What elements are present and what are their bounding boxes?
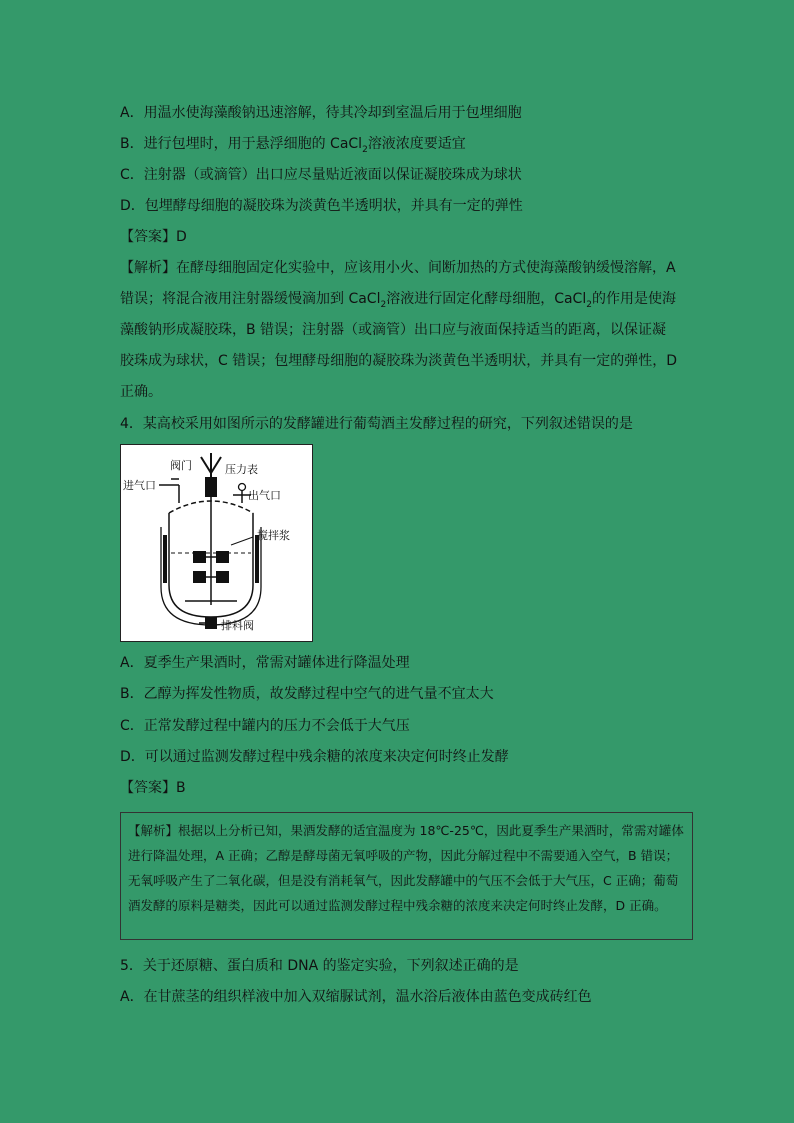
q4-analysis-text: 根据以上分析已知，果酒发酵的适宜温度为 18℃-25℃，因此夏季生产果酒时，常需对罐体进行降温处理，A 正确；乙醇是酵母菌无氧呼吸的产物，因此分解过程中不需要通入空气，B 错误；无氧呼吸产生了二氧化碳，但是没有消耗氧气，因此发酵罐中的气压不会低于大气压，C 正确；葡萄酒发酵的原料是糖类，因此可以通过监测发酵过程中残余糖的浓度来决定何时终止发酵，D 正确。 xyxy=(128,823,684,913)
q4-answer-value: B xyxy=(176,780,186,796)
label-pressure: 压力表 xyxy=(225,463,258,476)
label-valve: 阀门 xyxy=(170,459,192,472)
q4-option-d: D．可以通过监测发酵过程中残余糖的浓度来决定何时终止发酵 xyxy=(120,749,509,765)
q5-option-a: A．在甘蔗茎的组织样液中加入双缩脲试剂，温水浴后液体由蓝色变成砖红色 xyxy=(120,989,592,1005)
q4-answer-label: 【答案】 xyxy=(120,780,176,796)
label-stirrer: 搅拌浆 xyxy=(257,529,290,542)
q4-option-a: A．夏季生产果酒时，常需对罐体进行降温处理 xyxy=(120,655,410,671)
label-inlet: 进气口 xyxy=(123,479,156,492)
q3-analysis-p1: 在酵母细胞固定化实验中，应该用小火、间断加热的方式使海藻酸钠缓慢溶解，A 错误；将混合液用注射器缓慢滴加到 CaCl xyxy=(120,260,676,307)
q3-option-b-sub: 2 xyxy=(362,144,368,155)
q3-analysis-sub1: 2 xyxy=(380,299,387,310)
q3-option-b-pre: B．进行包埋时，用于悬浮细胞的 CaCl xyxy=(120,136,363,152)
q3-analysis-sub2: 2 xyxy=(586,299,592,310)
q3-analysis-p2: 溶液进行固定化酵母细胞，CaCl xyxy=(386,291,587,307)
q4-analysis-label: 【解析】 xyxy=(128,823,179,838)
q3-analysis-label: 【解析】 xyxy=(120,260,176,276)
q4-answer xyxy=(120,778,186,798)
q3-option-d: D．包埋酵母细胞的凝胶珠为淡黄色半透明状，并具有一定的弹性 xyxy=(120,198,523,214)
label-drain: 排料阀 xyxy=(221,619,254,632)
q3-answer-label: 【答案】 xyxy=(120,229,176,245)
fermenter-diagram xyxy=(120,444,313,642)
q5-stem: 5．关于还原糖、蛋白质和 DNA 的鉴定实验，下列叙述正确的是 xyxy=(120,958,519,974)
q3-analysis xyxy=(120,253,680,408)
q4-option-c: C．正常发酵过程中罐内的压力不会低于大气压 xyxy=(120,718,410,734)
q3-option-b-post: 溶液浓度要适宜 xyxy=(367,136,466,152)
q4-analysis-box xyxy=(120,812,693,940)
q4-option-b: B．乙醇为挥发性物质，故发酵过程中空气的进气量不宜太大 xyxy=(120,686,494,702)
q3-option-c: C．注射器（或滴管）出口应尽量贴近液面以保证凝胶珠成为球状 xyxy=(120,167,522,183)
label-outlet: 出气口 xyxy=(248,489,281,502)
q3-analysis-p3: 的作用是使海藻酸钠形成凝胶珠，B 错误；注射器（或滴管）出口应与液面保持适当的距离，以保证凝胶珠成为球状，C 错误；包埋酵母细胞的凝胶珠为淡黄色半透明状，并具有一定的弹性，D 正确。 xyxy=(120,291,678,400)
q3-option-a: A．用温水使海藻酸钠迅速溶解，待其冷却到室温后用于包埋细胞 xyxy=(120,105,522,121)
q3-answer-value: D xyxy=(176,229,187,245)
q4-stem: 4．某高校采用如图所示的发酵罐进行葡萄酒主发酵过程的研究，下列叙述错误的是 xyxy=(120,416,633,432)
fermenter-illustration xyxy=(121,445,312,641)
q3-option-b xyxy=(120,134,466,154)
q3-answer xyxy=(120,227,187,247)
